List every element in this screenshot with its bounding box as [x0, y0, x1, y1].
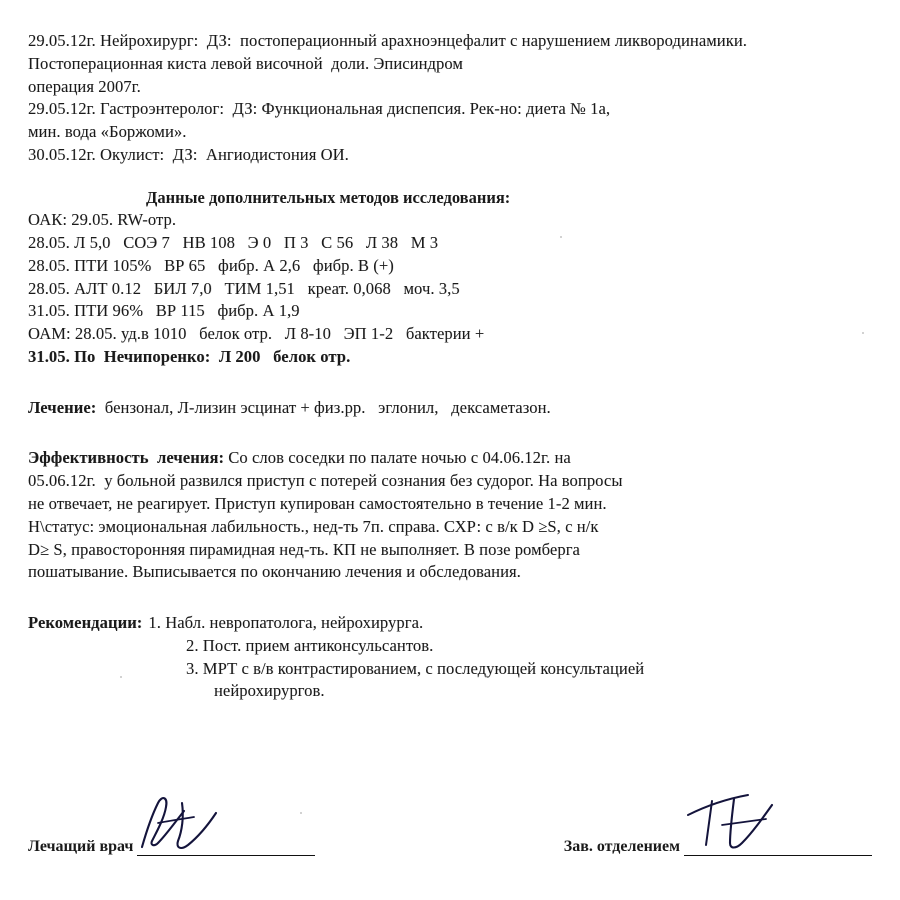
spacer: [28, 419, 868, 447]
consultations-section: [28, 30, 868, 167]
treatment-label: Лечение:: [28, 397, 97, 417]
lab-line: ОАМ: 28.05. уд.в 1010 белок отр. Л 8-10 ЭП 1-2 бактерии +: [28, 324, 485, 344]
treatment-section: [28, 397, 868, 420]
treatment-text: бензонал, Л-лизин эсцинат + физ.рр. эглонил, дексаметазон.: [96, 397, 551, 417]
effectiveness-line: Н\статус: эмоциональная лабильность., нед-ть 7п. справа. СХР: с в/к D ≥S, с н/к: [28, 516, 599, 536]
lab-line: 28.05. АЛТ 0.12 БИЛ 7,0 ТИМ 1,51 креат. 0,068 моч. 3,5: [28, 278, 460, 298]
spacer: [28, 584, 868, 612]
attending-signature-mark: [132, 793, 224, 860]
consultation-line: 30.05.12г. Окулист: ДЗ: Ангиодистония ОИ.: [28, 144, 349, 164]
recommendations-section: [28, 612, 868, 703]
labs-heading: Данные дополнительных методов исследования:: [146, 187, 511, 207]
effectiveness-text: Со слов соседки по палате ночью с 04.06.12г. на: [224, 448, 571, 468]
signature-row: [28, 838, 872, 856]
consultation-line: мин. вода «Боржоми».: [28, 122, 187, 142]
effectiveness-label: Эффективность лечения:: [28, 448, 225, 468]
lab-line: ОАК: 29.05. RW-отр.: [28, 210, 177, 230]
head-of-department-label: Зав. отделением: [563, 838, 680, 855]
head-signature-line: [684, 854, 872, 856]
effectiveness-line: D≥ S, правосторонняя пирамидная нед-ть. КП не выполняет. В позе ромберга: [28, 539, 580, 559]
recommendation-item: 1. Набл. невропатолога, нейрохирурга.: [148, 613, 424, 633]
lab-line: 28.05. ПТИ 105% ВР 65 фибр. А 2,6 фибр. В (+): [28, 255, 394, 275]
effectiveness-line: не отвечает, не реагирует. Приступ купирован самостоятельно в течение 1-2 мин.: [28, 494, 607, 514]
effectiveness-line: пошатывание. Выписывается по окончанию лечения и обследования.: [28, 562, 521, 582]
recommendations-first-line: [28, 612, 868, 635]
recommendations-label: Рекомендации:: [28, 613, 143, 633]
document-body: [28, 30, 868, 703]
treatment-line: [28, 397, 868, 420]
spacer: [28, 369, 868, 397]
attending-signature-group: [28, 838, 315, 856]
effectiveness-section: [28, 447, 868, 584]
effectiveness-line: 05.06.12г. у больной развился приступ с потерей сознания без судорог. На вопросы: [28, 471, 623, 491]
attending-signature-line: [137, 854, 315, 856]
lab-line: 28.05. Л 5,0 СОЭ 7 НВ 108 Э 0 П 3 С 56 Л 38 М 3: [28, 233, 439, 253]
consultation-line: операция 2007г.: [28, 76, 141, 96]
lab-line: 31.05. По Нечипоренко: Л 200 белок отр.: [28, 346, 351, 366]
signature-block: [28, 838, 872, 856]
head-signature-mark: [682, 791, 782, 860]
consultation-line: 29.05.12г. Нейрохирург: ДЗ: постоперационный арахноэнцефалит с нарушением ликвородинамики. Постоперационная киста левой височной доли. Эписиндром: [28, 31, 752, 73]
attending-physician-label: Лечащий врач: [28, 838, 134, 855]
recommendation-item: 2. Пост. прием антиконсульсантов.: [186, 635, 434, 655]
head-signature-group: [564, 838, 872, 856]
lab-line: 31.05. ПТИ 96% ВР 115 фибр. А 1,9: [28, 301, 300, 321]
spacer: [28, 167, 868, 187]
recommendation-item: нейрохирургов.: [214, 681, 325, 701]
effectiveness-first-line: [28, 447, 868, 470]
recommendation-item: 3. МРТ с в/в контрастированием, с последующей консультацией: [186, 658, 645, 678]
consultation-line: 29.05.12г. Гастроэнтеролог: ДЗ: Функциональная диспепсия. Рек-но: диета № 1а,: [28, 99, 611, 119]
labs-section: [28, 187, 868, 369]
